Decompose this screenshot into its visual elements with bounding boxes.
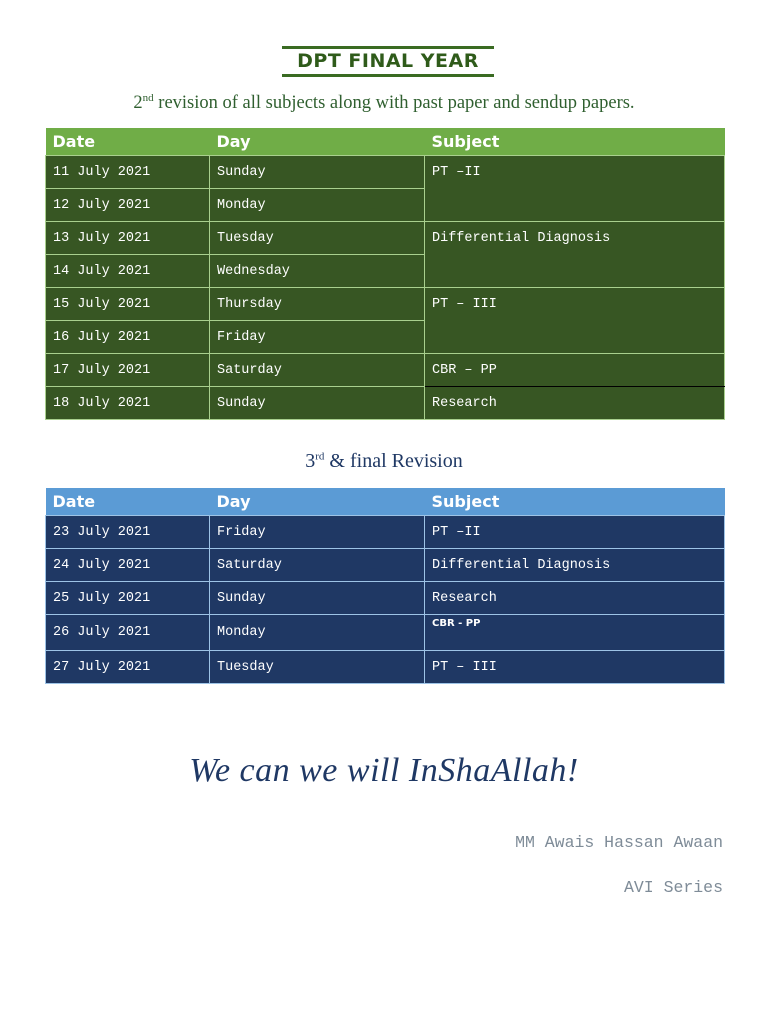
day-cell: Monday (210, 189, 425, 222)
subject-cell: PT –II (425, 516, 725, 549)
heading-text: & final Revision (324, 450, 463, 472)
table-row (46, 288, 725, 321)
day-cell: Tuesday (210, 651, 425, 684)
day-cell: Wednesday (210, 255, 425, 288)
second-revision-table (45, 128, 725, 420)
day-cell: Friday (210, 321, 425, 354)
ordinal-number: 2 (133, 93, 143, 113)
subject-cell: Research (425, 387, 725, 420)
day-cell: Saturday (210, 354, 425, 387)
subject-cell: Differential Diagnosis (425, 549, 725, 582)
date-cell: 15 July 2021 (46, 288, 210, 321)
table-row (46, 651, 725, 684)
header-subject: Subject (425, 488, 725, 516)
table-row (46, 615, 725, 651)
date-cell: 24 July 2021 (46, 549, 210, 582)
table-row (46, 549, 725, 582)
motto-text: We can we will InShaAllah! (189, 752, 579, 789)
header-subject: Subject (425, 128, 725, 156)
date-cell: 18 July 2021 (46, 387, 210, 420)
date-cell: 11 July 2021 (46, 156, 210, 189)
author-name: MM Awais Hassan Awaan (515, 833, 723, 852)
subject-cell: PT – III (425, 651, 725, 684)
document-title (282, 46, 494, 78)
day-cell: Monday (210, 615, 425, 651)
title-underline-top (282, 46, 494, 49)
header-day: Day (210, 128, 425, 156)
table-row (46, 156, 725, 189)
table-row (46, 354, 725, 387)
date-cell: 17 July 2021 (46, 354, 210, 387)
day-cell: Saturday (210, 549, 425, 582)
day-cell: Sunday (210, 156, 425, 189)
date-cell: 14 July 2021 (46, 255, 210, 288)
header-day: Day (210, 488, 425, 516)
table-header-row (46, 488, 725, 516)
ordinal-number: 3 (305, 450, 316, 472)
header-date: Date (46, 128, 210, 156)
day-cell: Tuesday (210, 222, 425, 255)
day-cell: Sunday (210, 582, 425, 615)
header-date: Date (46, 488, 210, 516)
series-name: AVI Series (623, 878, 723, 897)
date-cell: 16 July 2021 (46, 321, 210, 354)
subject-cell: Differential Diagnosis (425, 222, 725, 288)
ordinal-suffix: rd (315, 450, 325, 463)
ordinal-suffix: nd (142, 91, 154, 104)
table-row (46, 516, 725, 549)
second-revision-heading (0, 92, 768, 114)
date-cell: 23 July 2021 (46, 516, 210, 549)
subject-cell: Research (425, 582, 725, 615)
day-cell: Friday (210, 516, 425, 549)
final-revision-table (45, 488, 725, 684)
subject-cell: CBR - PP (425, 615, 725, 651)
subject-cell: CBR – PP (425, 354, 725, 387)
final-revision-heading (0, 450, 768, 472)
table-row (46, 222, 725, 255)
date-cell: 26 July 2021 (46, 615, 210, 651)
table-header-row (46, 128, 725, 156)
date-cell: 25 July 2021 (46, 582, 210, 615)
day-cell: Sunday (210, 387, 425, 420)
date-cell: 13 July 2021 (46, 222, 210, 255)
subject-cell: PT –II (425, 156, 725, 222)
date-cell: 12 July 2021 (46, 189, 210, 222)
subject-cell: PT – III (425, 288, 725, 354)
title-underline-bottom (282, 74, 494, 77)
day-cell: Thursday (210, 288, 425, 321)
heading-text: revision of all subjects along with past paper and sendup papers. (153, 93, 635, 113)
table-row (46, 582, 725, 615)
table-row (46, 387, 725, 420)
title-text: DPT FINAL YEAR (297, 50, 479, 72)
date-cell: 27 July 2021 (46, 651, 210, 684)
